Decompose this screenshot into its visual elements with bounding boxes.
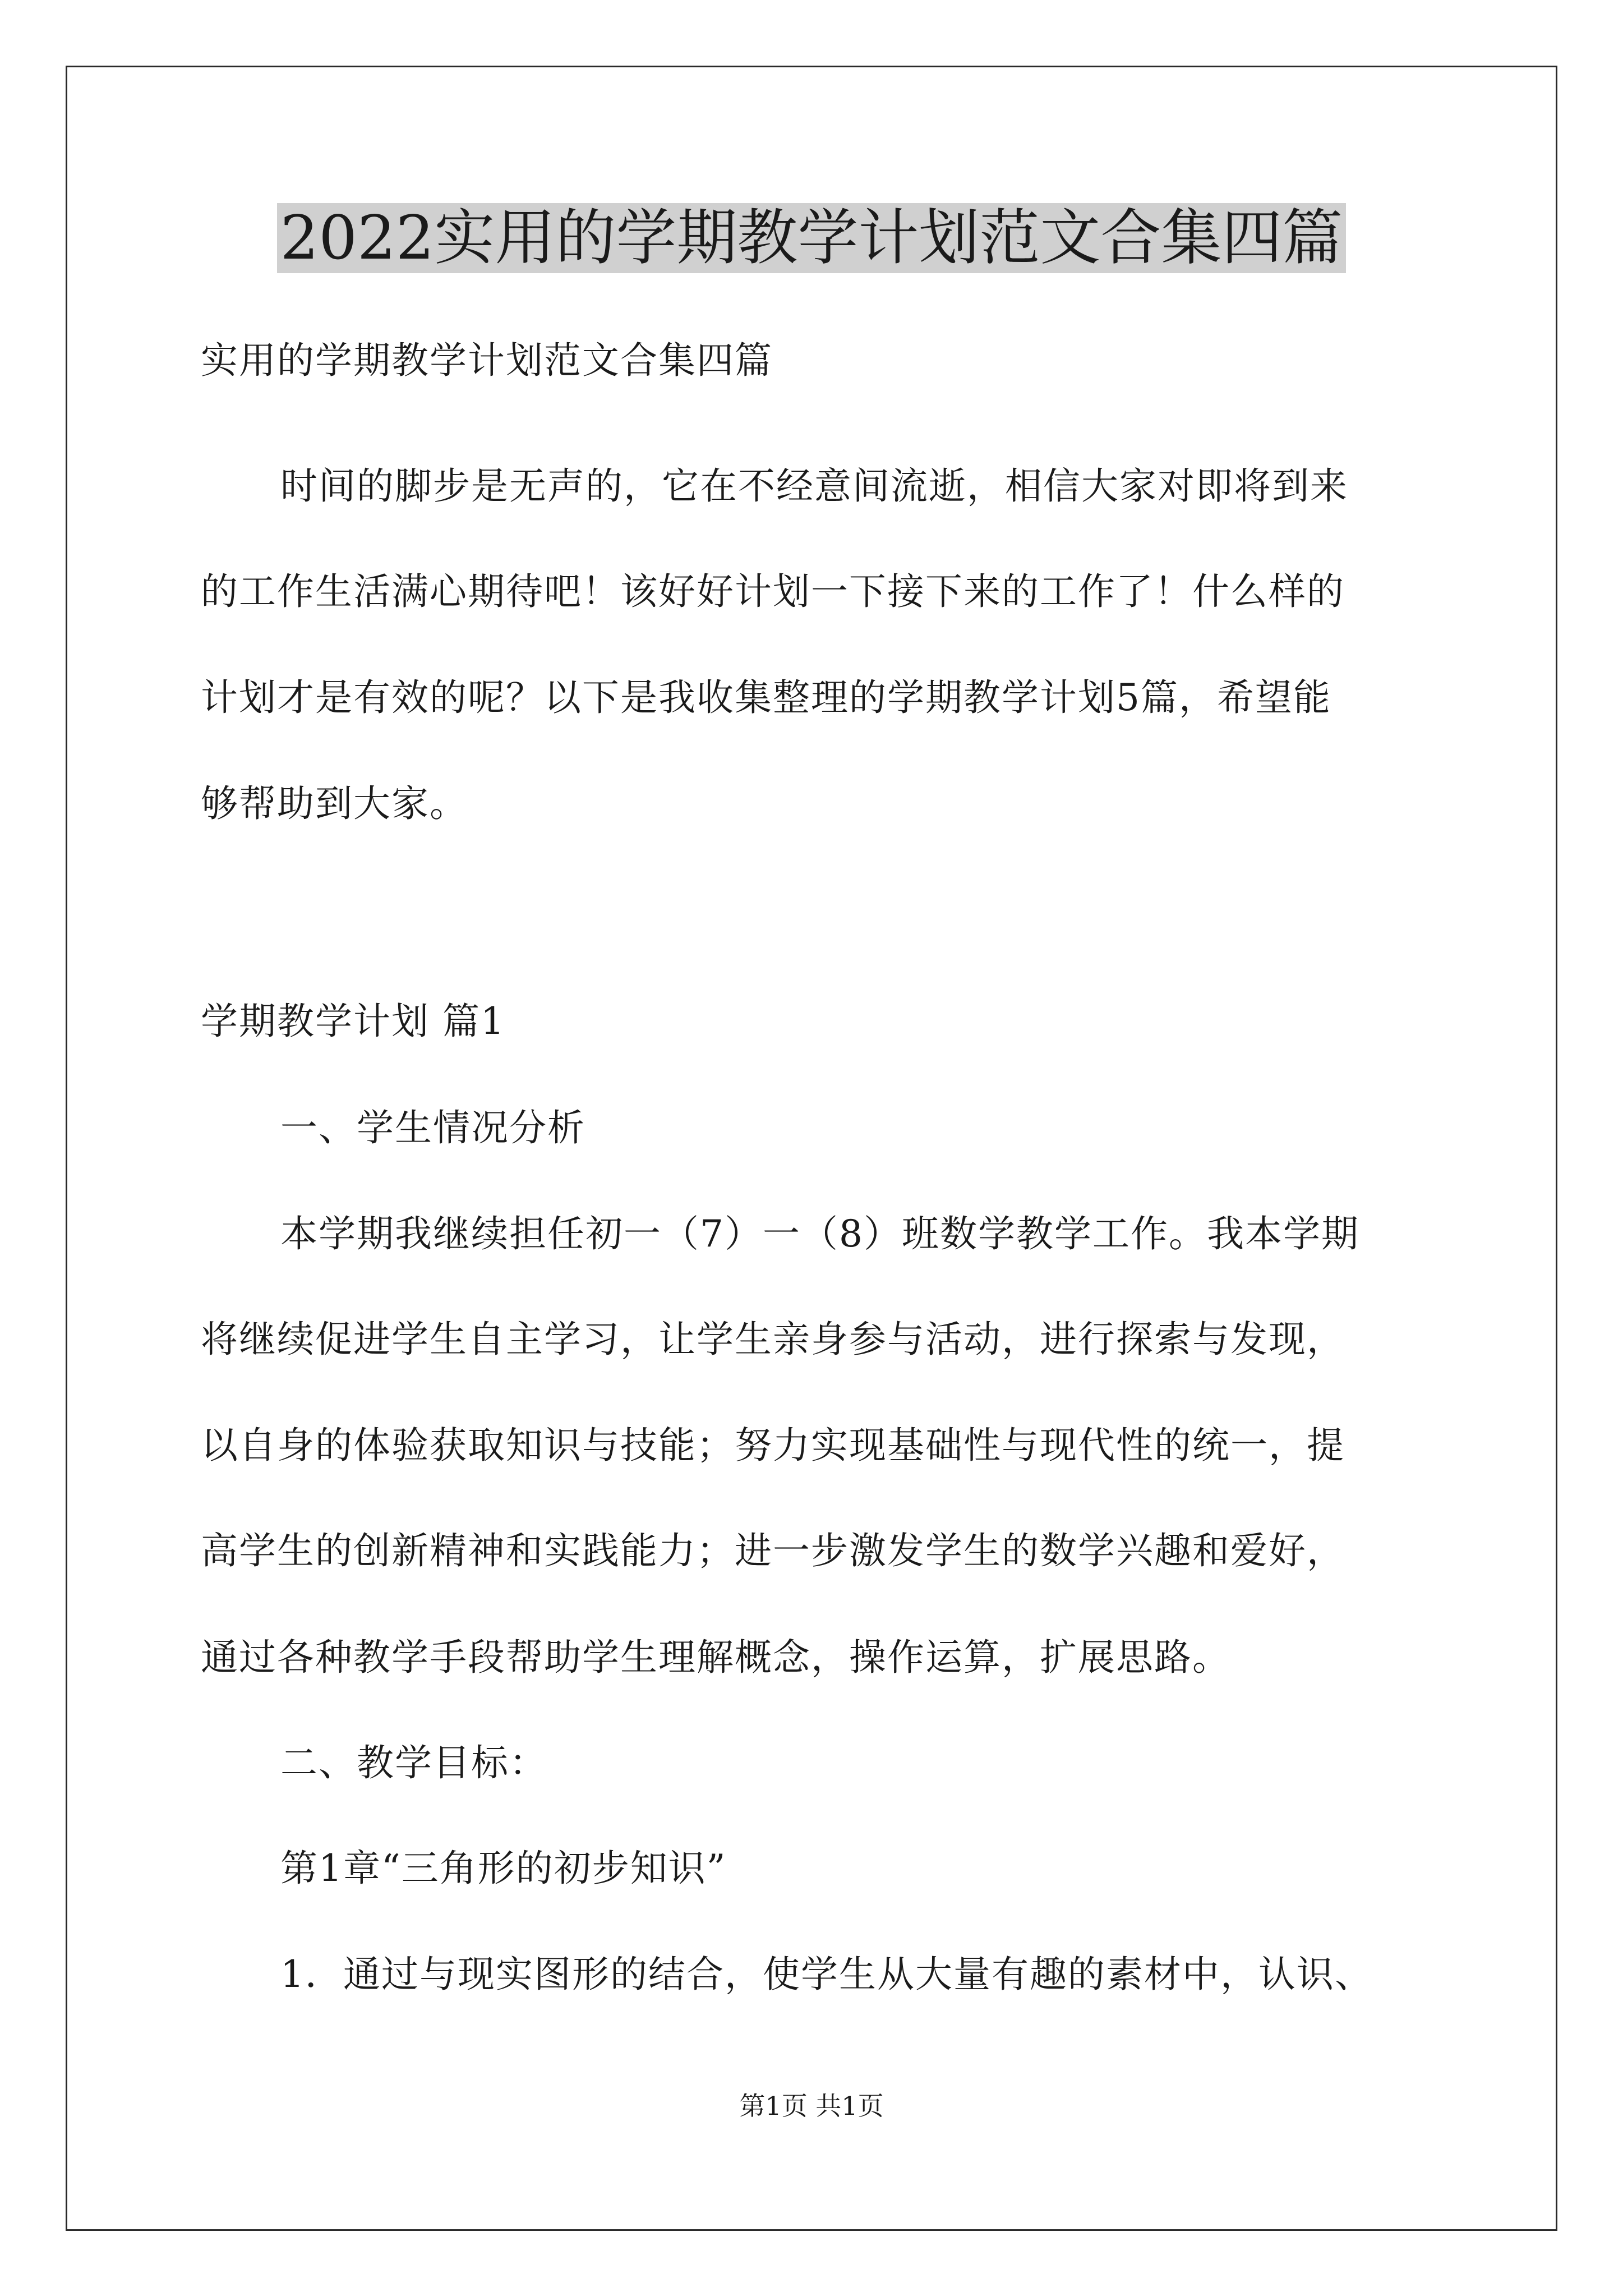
section-heading: 学期教学计划 篇1: [201, 1000, 505, 1043]
subtitle-line: 实用的学期教学计划范文合集四篇: [201, 339, 773, 382]
paragraph-line: 以自身的体验获取知识与技能；努力实现基础性与现代性的统一，提: [201, 1424, 1345, 1467]
paragraph-line: 的工作生活满心期待吧！该好好计划一下接下来的工作了！什么样的: [201, 570, 1345, 613]
chapter-heading: 第1章“三角形的初步知识”: [280, 1847, 727, 1890]
paragraph-line: 高学生的创新精神和实践能力；进一步激发学生的数学兴趣和爱好，: [201, 1529, 1345, 1572]
paragraph-line: 通过各种教学手段帮助学生理解概念，操作运算，扩展思路。: [201, 1636, 1230, 1679]
subsection-heading: 二、教学目标：: [280, 1741, 547, 1784]
paragraph-line: 够帮助到大家。: [201, 782, 468, 825]
subsection-heading: 一、学生情况分析: [280, 1106, 585, 1149]
paragraph-line: 计划才是有效的呢？以下是我收集整理的学期教学计划5篇，希望能: [201, 676, 1331, 719]
document-title: [0, 199, 1623, 278]
paragraph-line: 时间的脚步是无声的，它在不经意间流逝，相信大家对即将到来: [280, 464, 1348, 508]
list-item: 1．通过与现实图形的结合，使学生从大量有趣的素材中，认识、: [280, 1953, 1373, 1996]
document-title-text: 2022实用的学期教学计划范文合集四篇: [277, 203, 1347, 273]
paragraph-line: 本学期我继续担任初一（7）一（8）班数学教学工作。我本学期: [280, 1212, 1359, 1255]
paragraph-line: 将继续促进学生自主学习，让学生亲身参与活动，进行探索与发现，: [201, 1318, 1345, 1361]
page-footer: 第1页 共1页: [739, 2091, 884, 2121]
